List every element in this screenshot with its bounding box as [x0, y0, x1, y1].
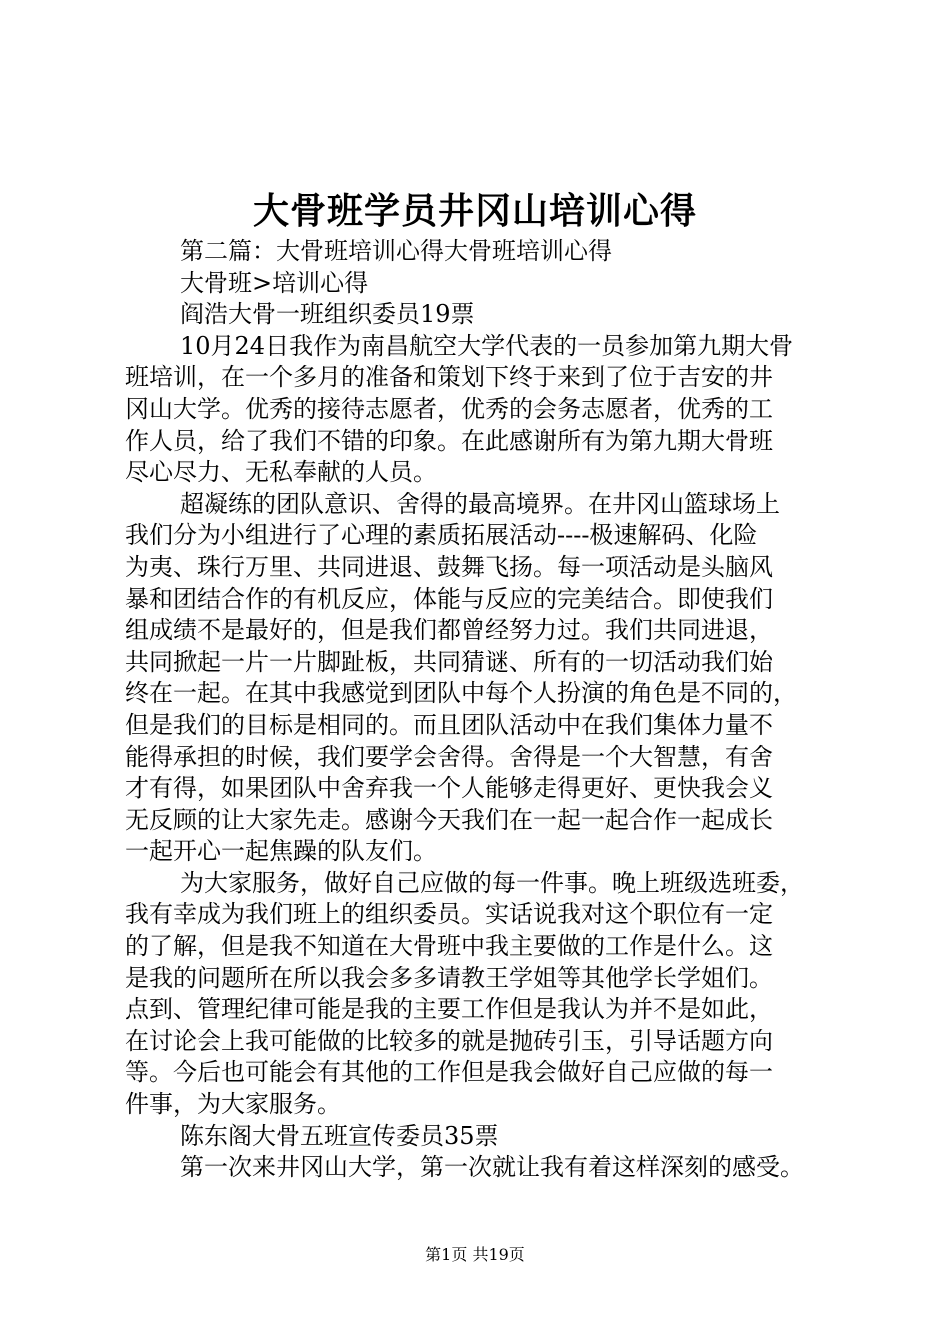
- page-title: 大骨班学员井冈山培训心得: [252, 190, 697, 232]
- text-line: 的了解，但是我不知道在大骨班中我主要做的工作是什么。这: [125, 932, 773, 961]
- text-line: 为大家服务，做好自己应做的每一件事。晚上班级选班委，: [180, 868, 804, 897]
- text-line: 大骨班>培训心得: [180, 268, 369, 297]
- text-line: 无反顾的让大家先走。感谢今天我们在一起一起合作一起成长: [125, 805, 773, 834]
- text-line: 点到、管理纪律可能是我的主要工作但是我认为并不是如此，: [125, 995, 773, 1024]
- text-line: 第二篇：大骨班培训心得大骨班培训心得: [180, 237, 612, 265]
- page-number-footer: 第1页 共19页: [425, 1245, 525, 1264]
- text-line: 件事，为大家服务。: [125, 1090, 341, 1119]
- text-line: 班培训，在一个多月的准备和策划下终于来到了位于吉安的井: [125, 363, 773, 392]
- text-line: 暴和团结合作的有机反应，体能与反应的完美结合。即使我们: [125, 584, 773, 613]
- text-line: 我们分为小组进行了心理的素质拓展活动----极速解码、化险: [125, 521, 758, 550]
- text-line: 才有得，如果团队中舍弃我一个人能够走得更好、更快我会义: [125, 774, 773, 803]
- text-line: 终在一起。在其中我感觉到团队中每个人扮演的角色是不同的，: [125, 679, 797, 708]
- text-line: 为夷、珠行万里、共同进退、鼓舞飞扬。每一项活动是头脑风: [125, 552, 773, 581]
- text-line: 是我的问题所在所以我会多多请教王学姐等其他学长学姐们。: [125, 963, 773, 992]
- document-body: [125, 236, 845, 1184]
- text-line: 超凝练的团队意识、舍得的最高境界。在井冈山篮球场上: [180, 489, 780, 518]
- text-line: 我有幸成为我们班上的组织委员。实话说我对这个职位有一定: [125, 900, 773, 929]
- text-line: 但是我们的目标是相同的。而且团队活动中在我们集体力量不: [125, 710, 773, 739]
- text-line: 等。今后也可能会有其他的工作但是我会做好自己应做的每一: [125, 1058, 773, 1087]
- text-line: 第一次来井冈山大学，第一次就让我有着这样深刻的感受。: [180, 1153, 804, 1182]
- text-line: 10月24日我作为南昌航空大学代表的一员参加第九期大骨: [180, 331, 794, 360]
- text-line: 共同掀起一片一片脚趾板，共同猜谜、所有的一切活动我们始: [125, 647, 773, 676]
- text-line: 阎浩大骨一班组织委员19票: [180, 300, 475, 329]
- text-line: 组成绩不是最好的，但是我们都曾经努力过。我们共同进退，: [125, 616, 773, 645]
- text-line: 尽心尽力、无私奉献的人员。: [125, 458, 437, 487]
- text-line: 在讨论会上我可能做的比较多的就是抛砖引玉，引导话题方向: [125, 1026, 773, 1055]
- text-line: 冈山大学。优秀的接待志愿者，优秀的会务志愿者，优秀的工: [125, 394, 773, 423]
- text-line: 陈东阁大骨五班宣传委员35票: [180, 1121, 499, 1150]
- text-line: 一起开心一起焦躁的队友们。: [125, 837, 437, 866]
- text-line: 作人员，给了我们不错的印象。在此感谢所有为第九期大骨班: [125, 426, 773, 455]
- text-line: 能得承担的时候，我们要学会舍得。舍得是一个大智慧，有舍: [125, 742, 773, 771]
